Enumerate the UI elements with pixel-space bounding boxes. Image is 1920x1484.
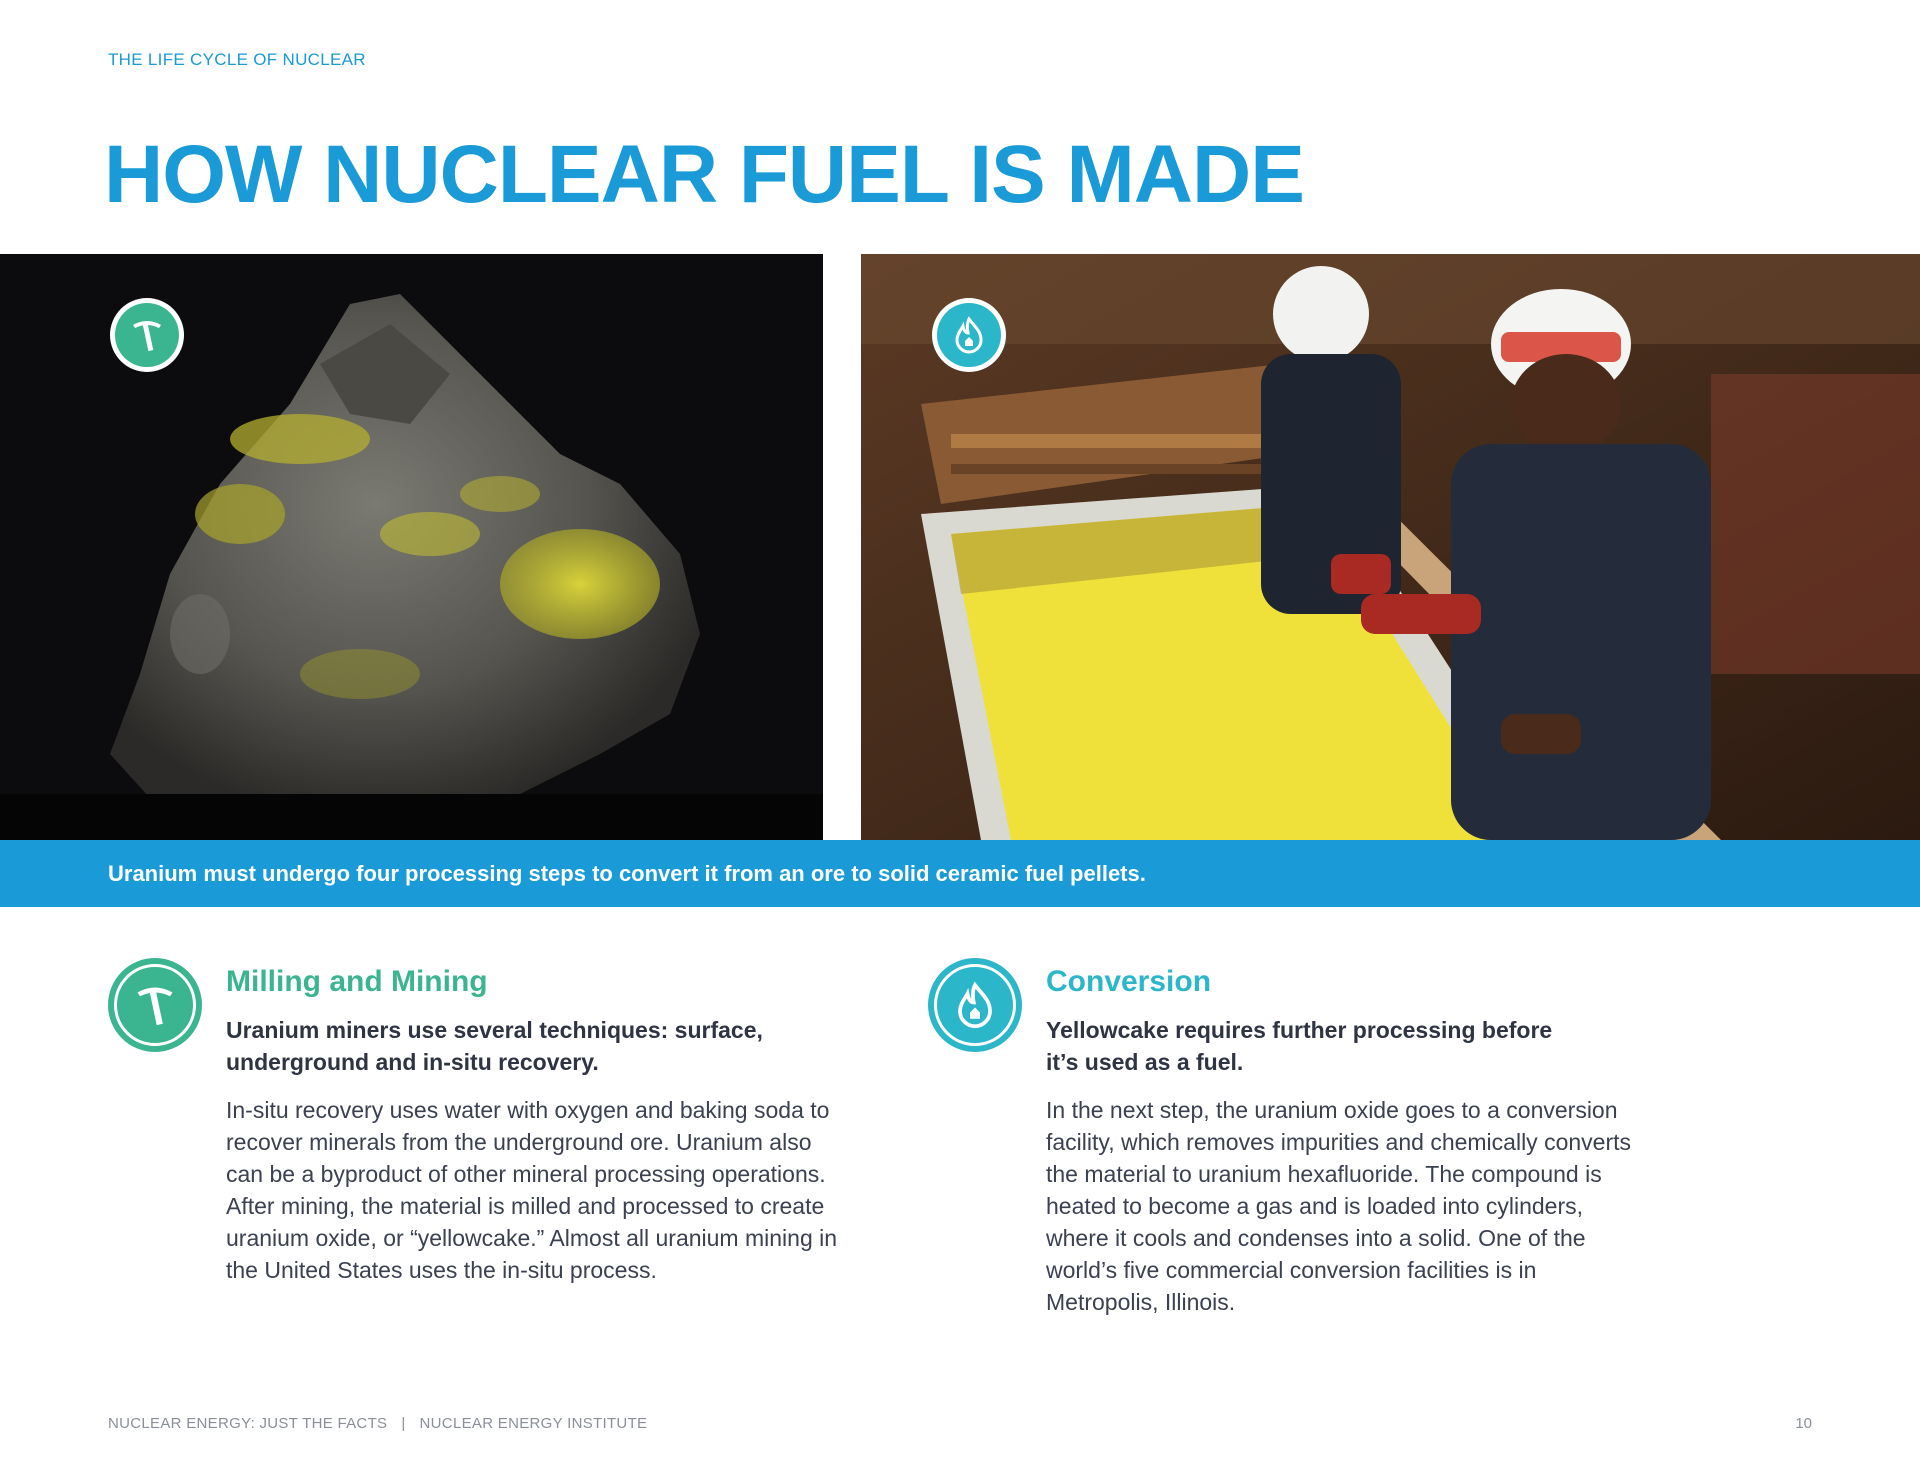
footer-organization: NUCLEAR ENERGY INSTITUTE (419, 1415, 648, 1432)
flame-icon (937, 303, 1001, 367)
pickaxe-icon (108, 958, 202, 1052)
footer-separator: | (401, 1415, 406, 1432)
pickaxe-badge (110, 298, 184, 372)
footer (108, 1415, 647, 1432)
flame-badge (932, 298, 1006, 372)
section-body: In the next step, the uranium oxide goes to a conversion facility, which removes impurities and chemically converts the material to uranium hexafluoride. The compound is heated to become a gas and is loaded into cylinders, where it cools and condenses into a solid. One of the world’s five commercial conversion facilities is in Metropolis, Illinois. (1046, 1097, 1631, 1315)
section-heading: Conversion (1046, 965, 1212, 998)
pickaxe-icon (115, 303, 179, 367)
footer-publication: NUCLEAR ENERGY: JUST THE FACTS (108, 1415, 388, 1432)
section-lead: Uranium miners use several techniques: surface, underground and in-situ recovery. (226, 1017, 763, 1075)
section-kicker: THE LIFE CYCLE OF NUCLEAR (108, 50, 366, 69)
uranium-ore-photo (0, 254, 823, 840)
section-heading: Milling and Mining (226, 965, 488, 998)
page-number: 10 (1795, 1415, 1812, 1432)
page-title: HOW NUCLEAR FUEL IS MADE (104, 129, 1304, 220)
section-lead: Yellowcake requires further processing before it’s used as a fuel. (1046, 1017, 1553, 1075)
section-body: In-situ recovery uses water with oxygen and baking soda to recover minerals from the underground ore. Uranium also can be a byproduct of other mineral processing operations. After mining, the material is milled and processed to create uranium oxide, or “yellowcake.” Almost all uranium mining in the United States uses the in-situ process. (226, 1097, 838, 1283)
flame-icon (928, 958, 1022, 1052)
yellowcake-workers-photo (861, 254, 1920, 840)
summary-banner: Uranium must undergo four processing steps to convert it from an ore to solid ceramic fuel pellets. (0, 840, 1920, 907)
